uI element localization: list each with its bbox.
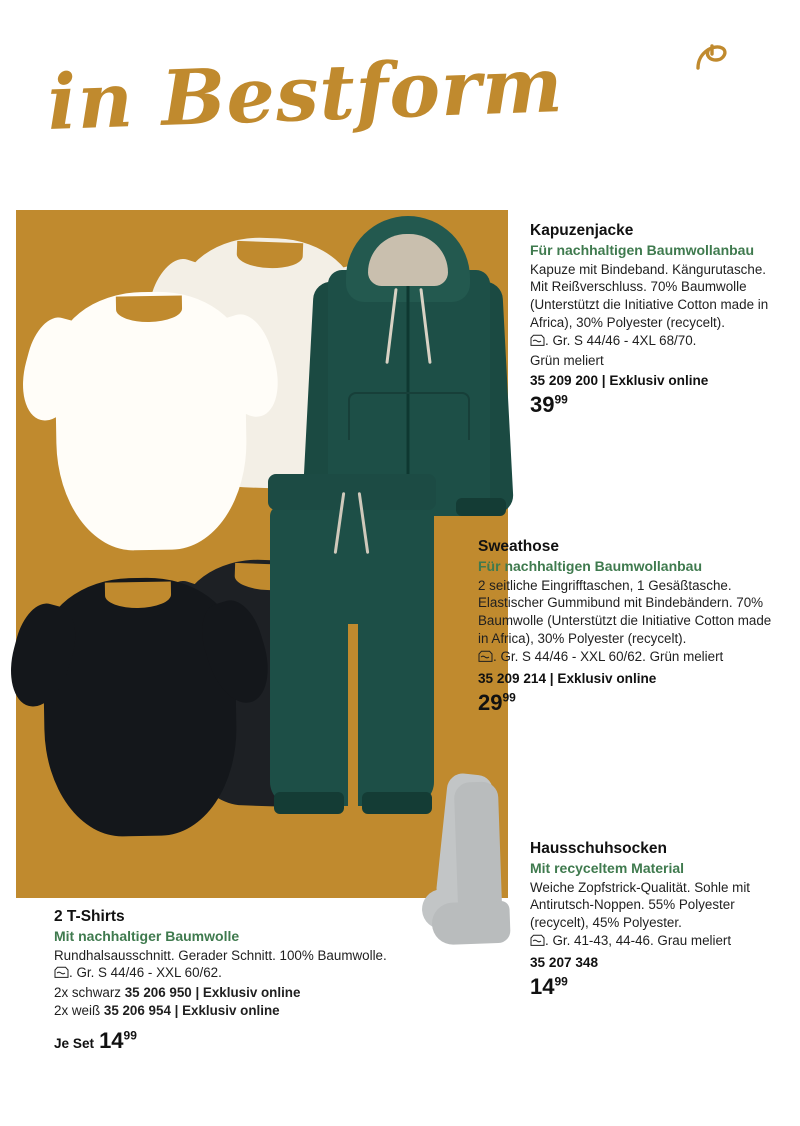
product-article-number: 35 209 214 | Exklusiv online xyxy=(478,671,657,687)
variant-article-white: 35 206 954 | Exklusiv online xyxy=(103,1003,280,1019)
product-sizes: Gr. S 44/46 - 4XL 68/70. xyxy=(552,333,697,349)
product-price xyxy=(54,1028,454,1054)
product-eco-note: Für nachhaltigen Baumwollanbau xyxy=(530,242,755,258)
product-eco-note: Für nachhaltigen Baumwollanbau xyxy=(478,558,703,574)
product-image-tshirt-white-front xyxy=(54,290,248,551)
wash-care-icon xyxy=(530,934,545,952)
product-info-hausschuhsocken: Hausschuhsocken Mit recyceltem Material Weiche Zopfstrick-Qualität. Sohle mit Antirutsch-Noppen. 55% Polyester (recycelt), 45% Polyester. . Gr. 41-43, 44-46. Grau meliert 35 207 348 $14^{99}$ xyxy=(530,840,780,1000)
product-article-number: 35 209 200 | Exklusiv online xyxy=(530,373,709,389)
price-cents: 99 xyxy=(554,975,568,989)
price-main: 14 xyxy=(99,1028,124,1054)
price-main: 39 xyxy=(530,392,555,418)
price-cents: 99 xyxy=(123,1029,137,1043)
product-colour: Grün meliert xyxy=(530,353,604,369)
product-info-sweathose: Sweathose Für nachhaltigen Baumwollanbau 2 seitliche Eingrifftaschen, 1 Gesäßtasche. Elastischer Gummibund mit Bindebändern. 70% Baumwolle (Unterstützt die Initiative Cotton made in Africa), 30% Polyester (recycelt). . Gr. S 44/46 - XXL 60/62. Grün meliert 35 209 214 | Exklusiv online $29^{99}$ xyxy=(478,538,778,716)
product-title: Hausschuhsocken xyxy=(530,840,667,857)
price-label: Je Set xyxy=(54,1036,95,1052)
price-main: 29 xyxy=(478,690,503,716)
product-image-tshirt-black-front xyxy=(42,576,238,837)
product-title: 2 T-Shirts xyxy=(54,908,125,925)
product-price xyxy=(530,974,780,1000)
wash-care-icon xyxy=(530,334,545,352)
product-description: 2 seitliche Eingrifftaschen, 1 Gesäßtasche. Elastischer Gummibund mit Bindebändern. 70% Baumwolle (Unterstützt die Initiative Cotton made in Africa), 30% Polyester (recycelt). xyxy=(478,577,772,647)
variant-label-white: 2x weiß xyxy=(54,1003,101,1019)
product-sizes: Gr. S 44/46 - XXL 60/62. xyxy=(500,649,646,665)
variant-row-black xyxy=(54,984,454,1002)
product-sizes: Gr. 41-43, 44-46. xyxy=(552,933,654,949)
variant-row-white xyxy=(54,1002,454,1020)
tchibo-logo-icon xyxy=(688,38,734,84)
product-image-kapuzenjacke xyxy=(312,216,504,516)
product-eco-note: Mit recyceltem Material xyxy=(530,860,685,876)
price-cents: 99 xyxy=(554,392,568,407)
product-sizes: Gr. S 44/46 - XXL 60/62. xyxy=(76,965,222,981)
product-title: Sweathose xyxy=(478,538,559,555)
product-eco-note: Mit nachhaltiger Baumwolle xyxy=(54,928,240,944)
product-description: Kapuze mit Bindeband. Kängurutasche. Mit Reißverschluss. 70% Baumwolle (Unterstützt die Initiative Cotton made in Africa), 30% Polyester (recycelt). xyxy=(530,261,769,331)
variant-label-black: 2x schwarz xyxy=(54,985,121,1001)
product-description: Rundhalsausschnitt. Gerader Schnitt. 100% Baumwolle. xyxy=(54,947,387,963)
product-article-number: 35 207 348 xyxy=(530,955,599,971)
product-info-t-shirts: 2 T-Shirts Mit nachhaltiger Baumwolle Rundhalsausschnitt. Gerader Schnitt. 100% Baumwolle. . Gr. S 44/46 - XXL 60/62. 2x schwarz 35 206 950 | Exklusiv online 2x weiß 35 206 954 | Exklusiv online Je Set $14^{99}$ xyxy=(54,908,454,1054)
product-price xyxy=(478,690,778,716)
product-description: Weiche Zopfstrick-Qualität. Sohle mit Antirutsch-Noppen. 55% Polyester (recycelt), 45% Polyester. xyxy=(530,879,751,931)
product-title: Kapuzenjacke xyxy=(530,222,634,239)
product-info-kapuzenjacke: Kapuzenjacke Für nachhaltigen Baumwollanbau Kapuze mit Bindeband. Kängurutasche. Mit Reißverschluss. 70% Baumwolle (Unterstützt die Initiative Cotton made in Africa), 30% Polyester (recycelt). . Gr. S 44/46 - 4XL 68/70. Grün meliert 35 209 200 | Exklusiv online $39^{99}$ xyxy=(530,222,780,418)
variant-article-black: 35 206 950 | Exklusiv online xyxy=(124,985,301,1001)
page-title: in Bestform xyxy=(46,40,565,147)
price-cents: 99 xyxy=(502,690,516,705)
product-colour: Grau meliert xyxy=(657,933,732,949)
price-main: 14 xyxy=(530,974,555,1000)
wash-care-icon xyxy=(54,966,69,984)
product-colour: Grün meliert xyxy=(649,649,724,665)
product-price xyxy=(530,392,780,418)
wash-care-icon xyxy=(478,650,493,668)
